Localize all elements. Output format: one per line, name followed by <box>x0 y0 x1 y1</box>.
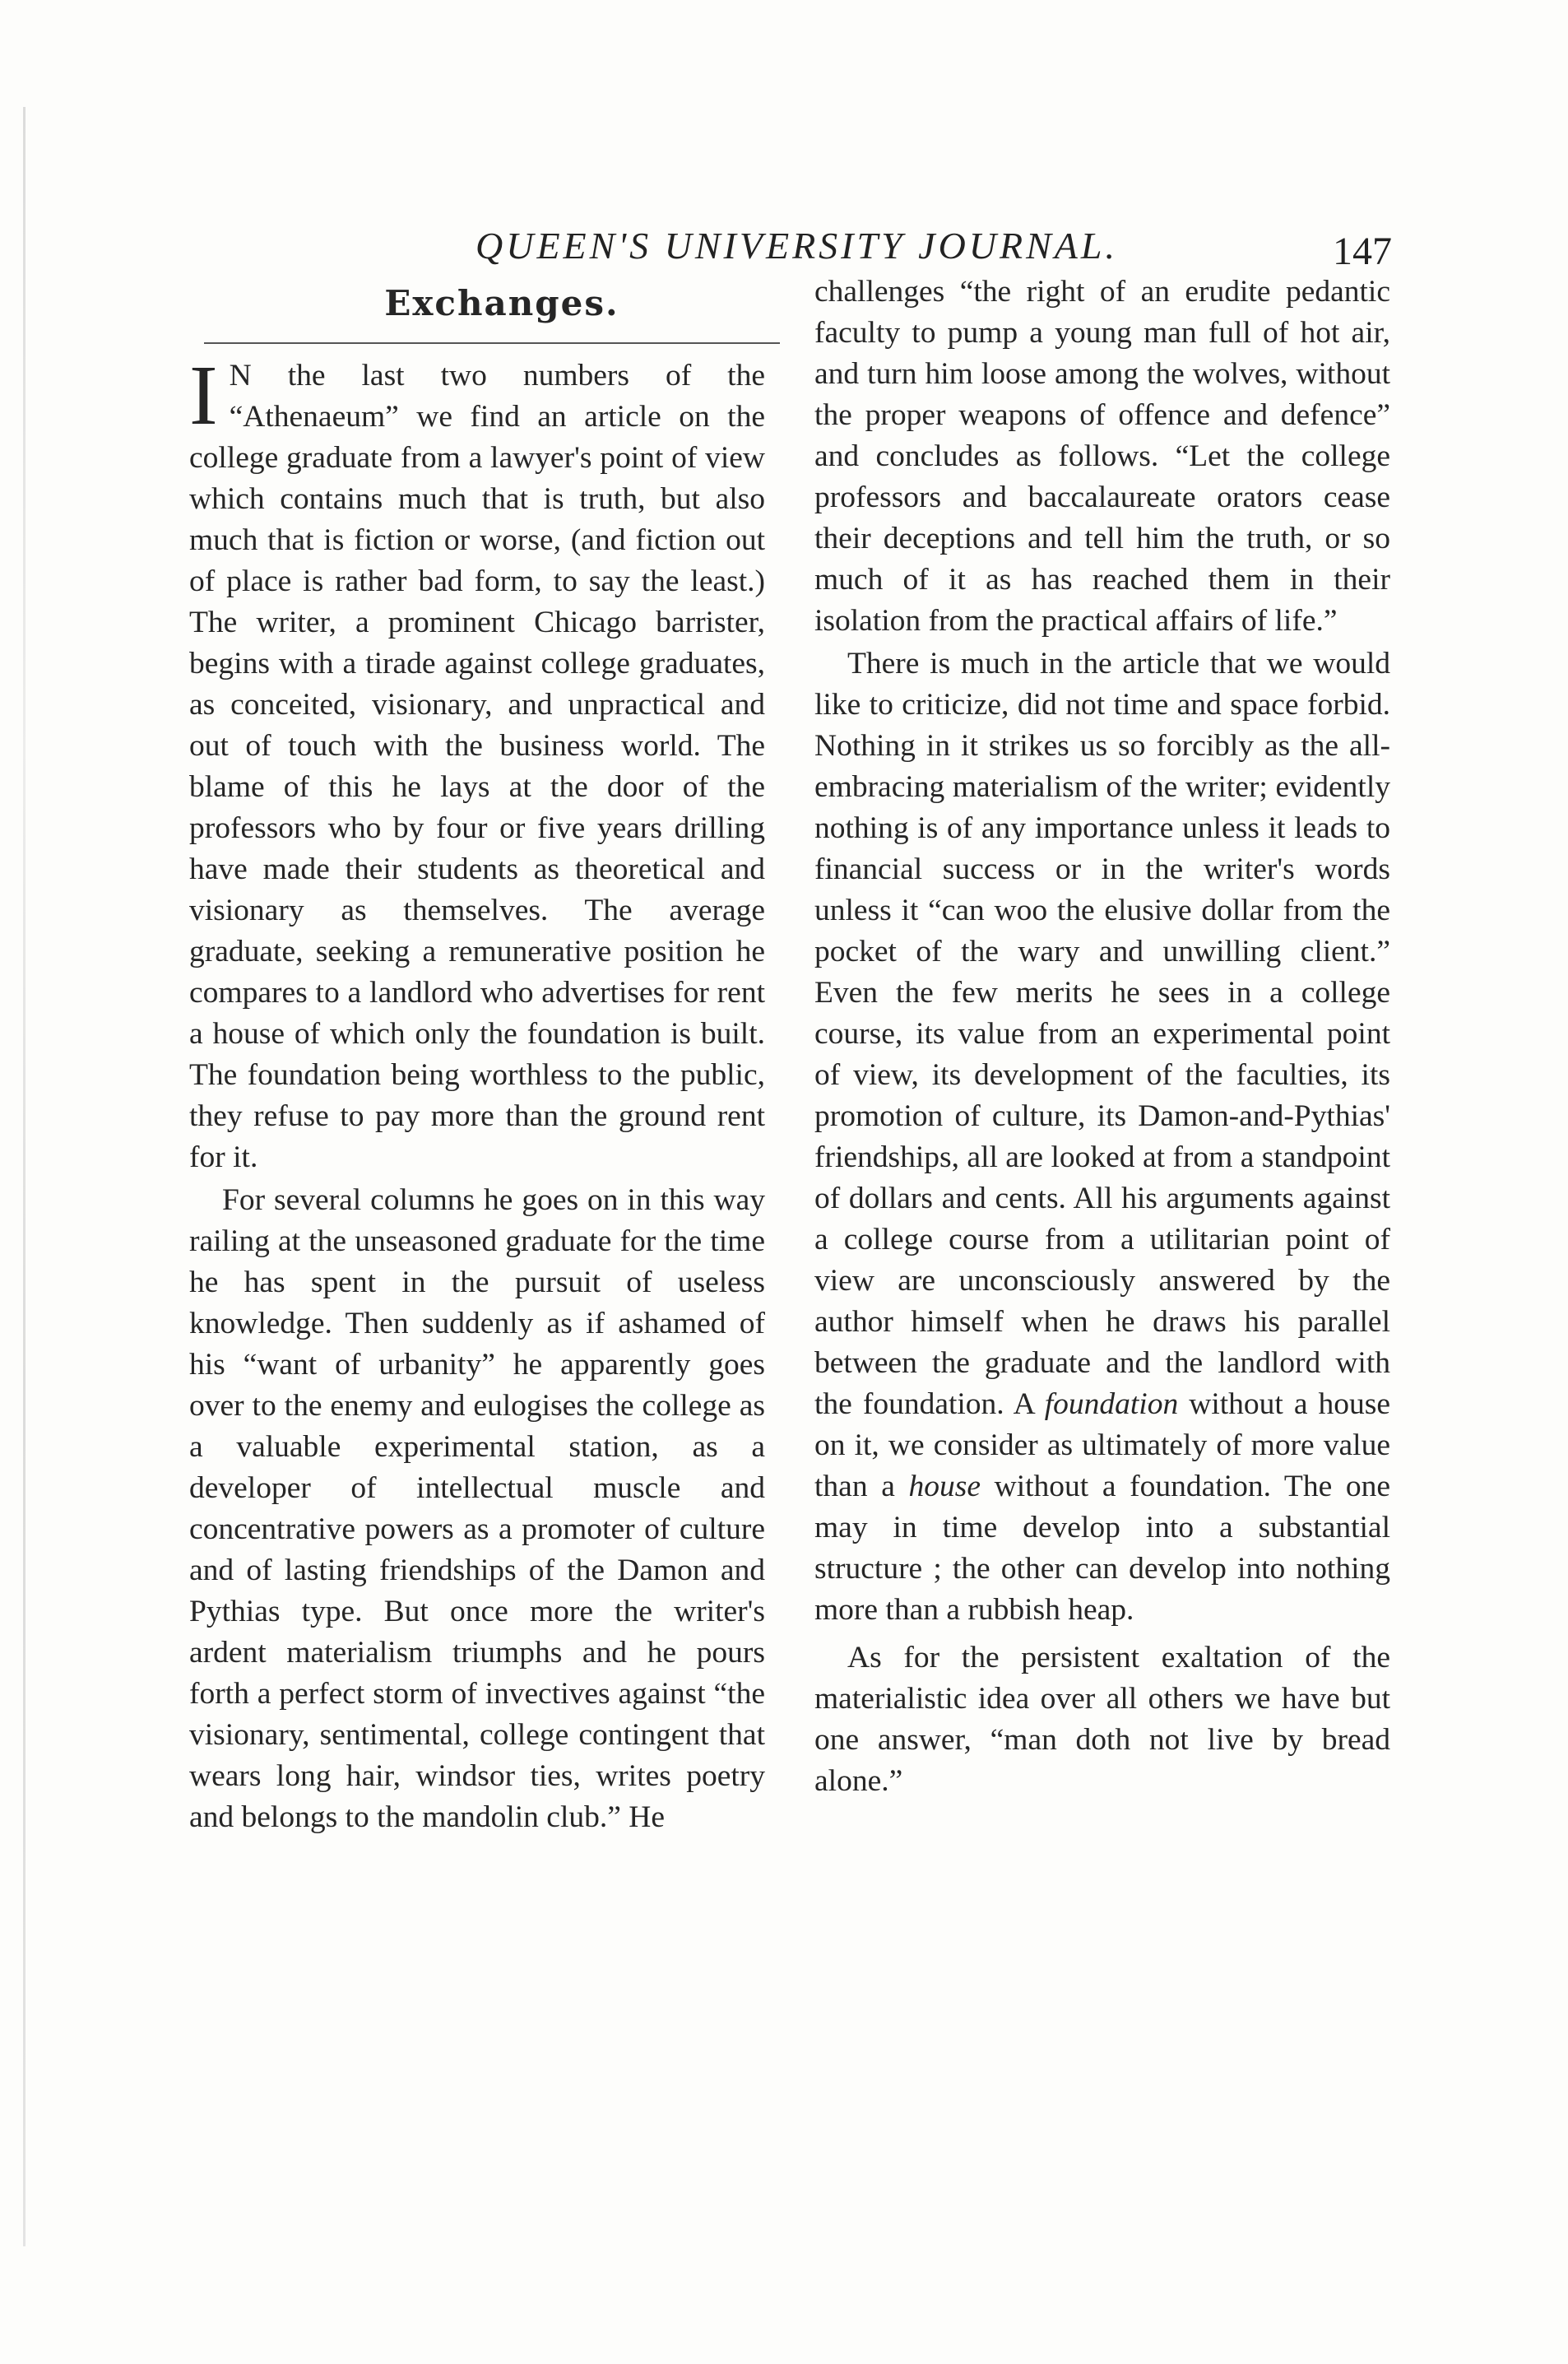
page-number: 147 <box>1333 230 1392 273</box>
right-column <box>814 272 1390 1804</box>
section-heading: Exchanges. <box>384 283 619 323</box>
italic-passage-tail: without a foundation. The one may in time develop into a substantial structure ; the other can develop into nothing more than a rubbish heap. <box>814 1470 1391 1627</box>
paragraph-3: challenges “the right of an erudite pedantic faculty to pump a young man full of hot air, and turn him loose among the wolves, without the proper weapons of offence and defence” and concludes as follows. “Let the college professors and baccalaureate orators cease their deceptions and tell him the truth, or so much of it as has reached them in their isolation from the practical affairs of life.” <box>814 275 1390 638</box>
paragraph-4-text: There is much in the article that we would like to criticize, did not time and space forbid. Nothing in it strikes us so forcibly as the all-embracing materialism of the writer; evidently nothing is of any importance unless it leads to financial success or in the writer's words unless it “can woo the elusive dollar from the pocket of the wary and unwilling client.” Even the few merits he sees in a college course, its value from an experimental point of view, its development of the faculties, its promotion of culture, its Damon-and-Pythias' friendships, all are looked at from a standpoint of dollars and cents. All his arguments against a college course from a utilitarian point of view are unconsciously answered by the author himself when he draws his parallel between the graduate and the landlord with the foundation. <box>814 647 1390 1421</box>
paragraph-5: As for the persistent exaltation of the materialistic idea over all others we have but one answer, “man doth not live by bread alone.” <box>814 1641 1390 1798</box>
paragraph-4 <box>814 643 1390 1631</box>
heading-rule <box>204 342 780 344</box>
italic-passage-lead: A <box>1013 1387 1034 1421</box>
italic-passage-middle: without a house on it, we consider as ultimately of more value than a <box>814 1387 1390 1503</box>
journal-title: QUEEN'S UNIVERSITY JOURNAL. <box>476 225 1118 267</box>
paragraph-1-text: N the last two numbers of the “Athenaeum” we find an article on the college graduate from a lawyer's point of view which contains much that is truth, but also much that is fiction or worse, (and fiction out of place is rather bad form, to say the least.) The writer, a prominent Chicago barrister, begins with a tirade against college graduates, as conceited, visionary, and unpractical and out of touch with the business world. The blame of this he lays at the door of the professors who by four or five years drilling have made their students as theoretical and visionary as themselves. The average graduate, seeking a remunerative position he compares to a landlord who advertises for rent a house of which only the foundation is built. The foundation being worthless to the public, they refuse to pay more than the ground rent for it. <box>189 359 765 1174</box>
scan-edge-shadow <box>23 107 26 2246</box>
paragraph-2: For several columns he goes on in this way railing at the unseasoned graduate for the time he has spent in the pursuit of useless knowledge. Then suddenly as if ashamed of his “want of urbanity” he apparently goes over to the enemy and eulogises the college as a valuable experimental station, as a developer of intellectual muscle and concentrative powers as a promoter of culture and of lasting friendships of the Damon and Pythias type. But once more the writer's ardent materialism triumphs and he pours forth a perfect storm of invectives against “the visionary, sentimental, college contingent that wears long hair, windsor ties, writes poetry and belongs to the mandolin club.” He <box>189 1183 765 1834</box>
italic-house-word: house <box>908 1470 981 1503</box>
left-column <box>189 272 765 1840</box>
drop-cap: I <box>189 348 218 443</box>
italic-foundation-word: foundation <box>1044 1387 1179 1421</box>
paragraph-1 <box>189 348 765 1178</box>
